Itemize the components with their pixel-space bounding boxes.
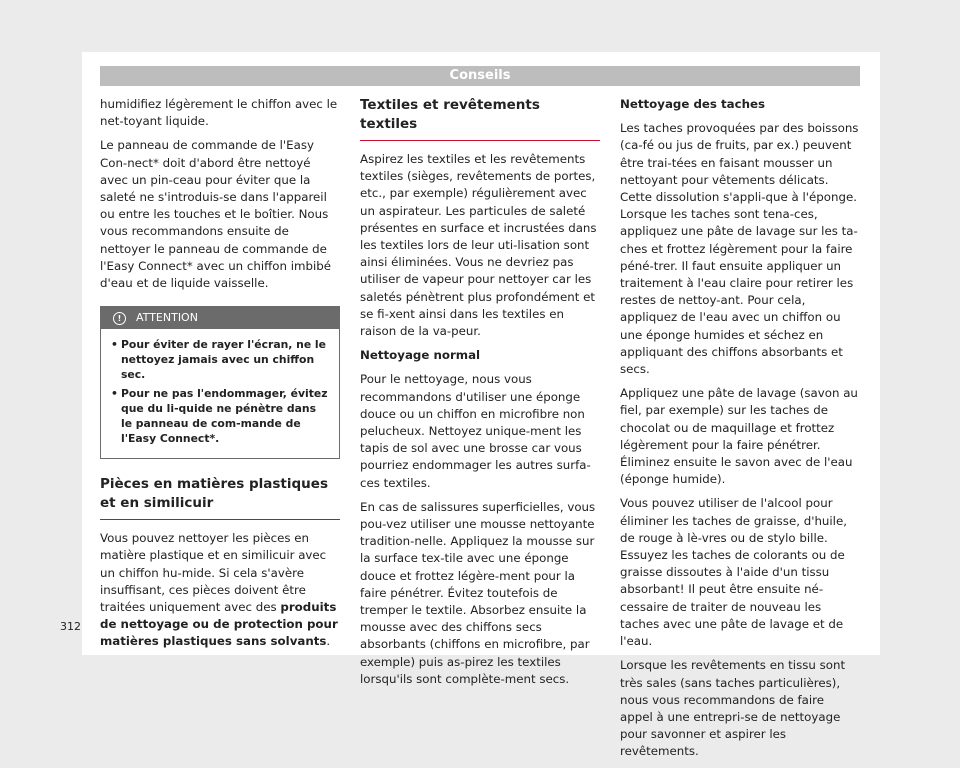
column-1 <box>100 96 340 658</box>
section-heading <box>360 96 600 141</box>
column-2 <box>360 96 600 695</box>
paragraph: Vous pouvez utiliser de l'alcool pour éliminer les taches de graisse, d'huile, de rouge à lè-vres ou de stylo bille. Essuyez les taches de colorants ou de graisse dissoutes à l'aide d'un tissu absorbant! Il peut être ensuite né-cessaire de traiter de nouveau les taches avec une pâte de lavage et de l'eau. <box>620 496 847 649</box>
attention-title: ATTENTION <box>136 311 198 325</box>
warning-icon: ! <box>113 312 126 325</box>
heading-text: Pièces en matières plastiques et en similicuir <box>100 476 328 512</box>
bullet-icon: • <box>111 338 118 352</box>
page-number: 312 <box>60 620 81 633</box>
paragraph: Lorsque les revêtements en tissu sont très sales (sans taches particulières), nous vous recommandons de faire appel à une entrepri-se de nettoyage pour savonner et aspirer les revêtements. <box>620 658 846 759</box>
attention-body <box>101 329 339 458</box>
attention-header <box>101 307 339 329</box>
paragraph-text: . <box>326 634 331 649</box>
paragraph: Aspirez les textiles et les revêtements textiles (sièges, revêtements de portes, etc., par exemple) régulièrement avec un aspirateur. Les particules de saleté présentes en surface et incrustées dans les textiles lors de leur uti-lisation sont ainsi éliminées. Vous ne devriez pas utiliser de vapeur pour nettoyer car les saletés pénètrent plus profondément et se fi-xent ainsi dans les textiles en raison de la va-peur. <box>360 152 597 339</box>
attention-item-text: Pour éviter de rayer l'écran, ne le nettoyez jamais avec un chiffon sec. <box>121 338 326 382</box>
paragraph-text: Vous pouvez nettoyer les pièces en matière plastique et en similicuir avec un chiffon hu-mide. Si cela s'avère insuffisant, ces pièces doivent être traitées uniquement avec des <box>100 531 327 615</box>
attention-item <box>111 337 329 382</box>
paragraph: Les taches provoquées par des boissons (ca-fé ou jus de fruits, par ex.) peuvent être trai-tées en faisant mousser un nettoyant pour vêtements délicats. Cette dissolution s'appli-que à l'éponge. Lorsque les taches sont tena-ces, appliquez une pâte de lavage sur les ta-ches et frottez légèrement pour la faire péné-trer. Il faut ensuite appliquer un traitement à l'eau claire pour retirer les restes de nettoy-ant. Pour cela, appliquez de l'eau avec un chiffon ou une éponge humides et séchez en appliquant des chiffons absorbants et secs. <box>620 121 859 377</box>
section-heading <box>100 475 340 520</box>
subheading: Nettoyage normal <box>360 348 481 363</box>
attention-item-text: Pour ne pas l'endommager, évitez que du li-quide ne pénètre dans le panneau de com-mande de l'Easy Connect*. <box>121 387 328 446</box>
subheading: Nettoyage des taches <box>620 97 766 111</box>
paragraph: En cas de salissures superficielles, vous pou-vez utiliser une mousse nettoyante tradition-nelle. Appliquez la mousse sur la surface tex-tile avec une éponge douce et frottez légère-ment pour la faire pénétrer. Évitez toutefois de tremper le textile. Absorbez ensuite la mousse avec des chiffons secs absorbants (chiffons en microfibre, par exemple) puis as-pirez les textiles lorsqu'ils sont complète-ment secs. <box>360 499 596 686</box>
bullet-icon: • <box>111 387 118 401</box>
heading-text: Textiles et revêtements textiles <box>360 97 540 132</box>
paragraph: Appliquez une pâte de lavage (savon au fiel, par exemple) sur les taches de chocolat ou de maquillage et frottez légèrement pour la faire pénétrer. Éliminez ensuite le savon avec de l'eau (éponge humide). <box>620 386 858 487</box>
paragraph <box>100 530 340 650</box>
paragraph: Pour le nettoyage, nous vous recommandons d'utiliser une éponge douce ou un chiffon en microfibre non pelucheux. Nettoyez unique-ment les tapis de sol avec une brosse car vous pourriez endommager les autres surfa-ces textiles. <box>360 372 591 490</box>
attention-item <box>111 386 329 446</box>
attention-box <box>100 306 340 459</box>
paragraph: Le panneau de commande de l'Easy Con-nect* doit d'abord être nettoyé avec un pin-ceau pour éviter que la saleté ne s'introduis-se dans l'appareil ou entre les touches et le boîtier. Nous vous recommandons ensuite de nettoyer le panneau de commande de l'Easy Connect* avec un chiffon imbibé d'eau et de liquide vaisselle. <box>100 138 332 291</box>
column-3 <box>620 96 860 768</box>
paragraph: humidifiez légèrement le chiffon avec le net-toyant liquide. <box>100 97 338 129</box>
paragraph-bold-text: produits de nettoyage ou de protection pour matières plastiques sans solvants <box>100 600 338 649</box>
section-header: Conseils <box>100 66 860 86</box>
